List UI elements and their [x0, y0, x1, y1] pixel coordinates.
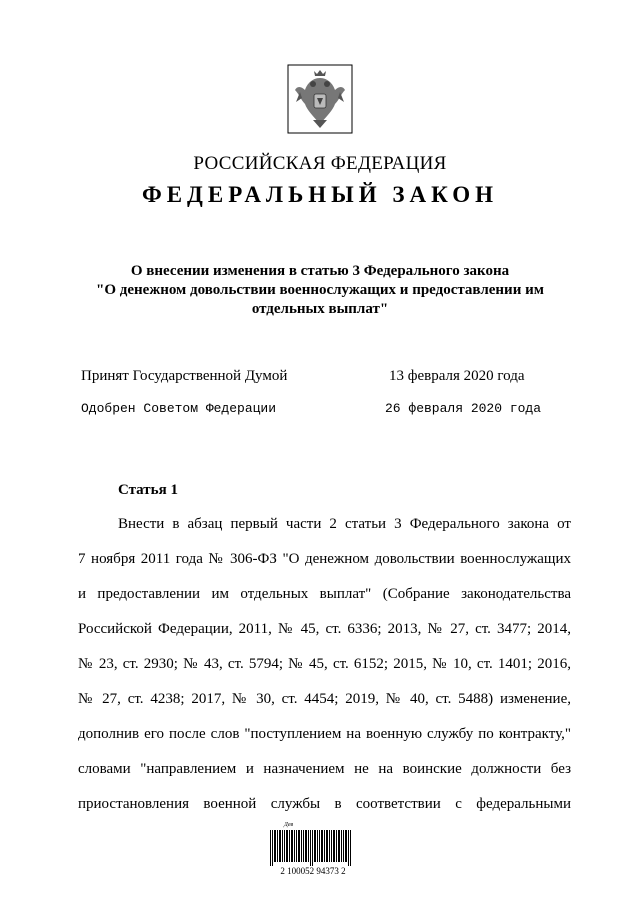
body-line: и предоставлении им отдельных выплат" (Собрание законодательства — [78, 586, 571, 602]
article-heading: Статья 1 — [118, 482, 178, 498]
duma-adoption-label: Принят Государственной Думой — [81, 368, 288, 384]
barcode-image — [270, 830, 352, 866]
council-approval-label: Одобрен Советом Федерации — [81, 401, 277, 416]
subject-line: О внесении изменения в статью 3 Федерального закона — [130, 263, 510, 279]
council-approval-date: 26 февраля 2020 года — [385, 401, 542, 416]
body-line: Внести в абзац первый части 2 статьи 3 Федерального закона от — [118, 516, 571, 532]
body-line: дополнив его после слов "поступлением на военную службу по контракту," — [78, 726, 571, 742]
body-line: № 23, ст. 2930; № 43, ст. 5794; № 45, ст. 6152; 2015, № 10, ст. 1401; 2016, — [78, 656, 571, 672]
subject-line: отдельных выплат" — [251, 301, 389, 317]
handwritten-mark: Дев — [284, 822, 294, 828]
country-name: РОССИЙСКАЯ ФЕДЕРАЦИЯ — [193, 153, 447, 174]
body-line: № 27, ст. 4238; 2017, № 30, ст. 4454; 2019, № 40, ст. 5488) изменение, — [78, 691, 571, 707]
article-body — [78, 0, 571, 905]
barcode-block — [268, 822, 358, 880]
body-line: 7 ноября 2011 года № 306-ФЗ "О денежном довольствии военнослужащих — [78, 551, 571, 567]
body-line: приостановления военной службы в соответствии с федеральными — [78, 796, 571, 812]
subject-line: "О денежном довольствии военнослужащих и предоставлении им — [96, 282, 544, 298]
duma-adoption-date: 13 февраля 2020 года — [389, 368, 525, 384]
barcode-number: 2 100052 94373 2 — [280, 866, 346, 876]
document-type-title: ФЕДЕРАЛЬНЫЙ ЗАКОН — [141, 182, 499, 207]
body-line: Российской Федерации, 2011, № 45, ст. 6336; 2013, № 27, ст. 3477; 2014, — [78, 621, 571, 637]
body-line: словами "направлением и назначением не на воинские должности без — [78, 761, 571, 777]
